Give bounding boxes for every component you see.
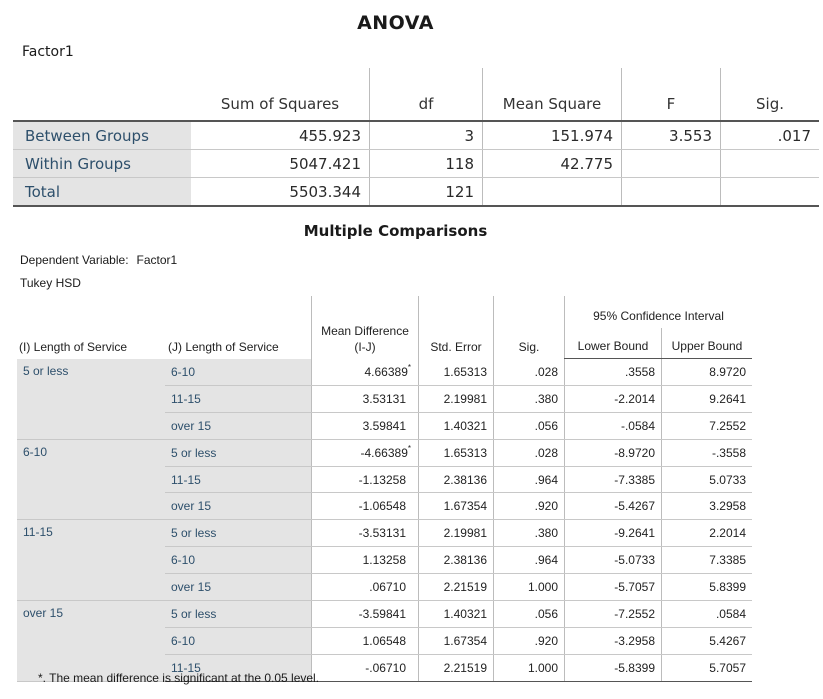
mc-cell-std-error: 1.40321: [419, 601, 494, 628]
mc-cell-upper: 5.0733: [662, 466, 753, 493]
mc-cell-mean-diff: [312, 439, 419, 466]
anova-cell-ms: 151.974: [483, 121, 622, 150]
anova-cell-df: 121: [370, 178, 483, 207]
anova-row-label: Within Groups: [13, 150, 191, 178]
mc-cell-mean-diff: [312, 654, 419, 681]
table-row: [17, 439, 752, 466]
mc-cell-upper: 5.7057: [662, 654, 753, 681]
anova-cell-f: [622, 178, 721, 207]
mc-header-upper: Upper Bound: [662, 328, 753, 359]
mc-mean-diff-value: 4.66389: [364, 364, 408, 379]
mc-cell-std-error: 2.21519: [419, 574, 494, 601]
mc-cell-j: 5 or less: [165, 520, 312, 547]
mc-mean-diff-value: 1.13258: [362, 553, 406, 568]
mc-cell-sig: .028: [494, 439, 565, 466]
mc-cell-lower: -9.2641: [565, 520, 662, 547]
mc-cell-mean-diff: [312, 547, 419, 574]
mc-cell-std-error: 1.40321: [419, 412, 494, 439]
anova-row-label: Between Groups: [13, 121, 191, 150]
mc-cell-sig: .920: [494, 627, 565, 654]
mc-cell-upper: 5.8399: [662, 574, 753, 601]
mc-cell-mean-diff: [312, 412, 419, 439]
mc-cell-lower: -7.2552: [565, 601, 662, 628]
mc-header-ci: 95% Confidence Interval: [565, 296, 753, 328]
mc-mean-diff-value: -3.59841: [358, 606, 406, 621]
anova-cell-sig: [721, 178, 820, 207]
anova-header-ss: Sum of Squares: [191, 68, 370, 121]
anova-header-row: [13, 68, 819, 121]
mc-cell-mean-diff: [312, 493, 419, 520]
anova-row: [13, 121, 819, 150]
anova-table: [13, 68, 819, 207]
mc-cell-upper: 3.2958: [662, 493, 753, 520]
mc-cell-sig: .380: [494, 385, 565, 412]
mc-cell-j: 6-10: [165, 359, 312, 386]
mc-cell-j: 5 or less: [165, 601, 312, 628]
mc-header-j: (J) Length of Service: [168, 339, 279, 354]
anova-header-df: df: [370, 68, 483, 121]
mc-cell-sig: .056: [494, 412, 565, 439]
anova-cell-df: 118: [370, 150, 483, 178]
mc-cell-std-error: 1.67354: [419, 627, 494, 654]
mc-cell-mean-diff: [312, 574, 419, 601]
anova-cell-ss: 455.923: [191, 121, 370, 150]
mc-cell-std-error: 2.21519: [419, 654, 494, 681]
anova-cell-f: 3.553: [622, 121, 721, 150]
mc-cell-j: 11-15: [165, 385, 312, 412]
mc-cell-sig: 1.000: [494, 574, 565, 601]
table-row: [17, 520, 752, 547]
mc-cell-lower: -7.3385: [565, 466, 662, 493]
mc-cell-lower: -3.2958: [565, 627, 662, 654]
significance-marker: *: [407, 443, 411, 453]
mc-cell-lower: -5.0733: [565, 547, 662, 574]
mc-cell-upper: 7.3385: [662, 547, 753, 574]
mc-group-label: 6-10: [17, 439, 165, 520]
mc-cell-j: 6-10: [165, 627, 312, 654]
mc-cell-sig: .380: [494, 520, 565, 547]
mc-cell-mean-diff: [312, 466, 419, 493]
mc-cell-lower: -5.8399: [565, 654, 662, 681]
mc-cell-j: 11-15: [165, 466, 312, 493]
mc-cell-lower: -.0584: [565, 412, 662, 439]
mc-cell-mean-diff: [312, 385, 419, 412]
anova-cell-df: 3: [370, 121, 483, 150]
mc-cell-mean-diff: [312, 359, 419, 386]
mc-group-label: 11-15: [17, 520, 165, 601]
mc-cell-sig: 1.000: [494, 654, 565, 681]
mc-mean-diff-value: 1.06548: [362, 633, 406, 648]
mc-header-std-error: Std. Error: [419, 296, 494, 359]
mc-cell-upper: -.3558: [662, 439, 753, 466]
anova-header-ms: Mean Square: [483, 68, 622, 121]
mc-mean-diff-value: -3.53131: [358, 526, 406, 541]
mc-method: Tukey HSD: [20, 276, 81, 290]
mc-header-lower: Lower Bound: [565, 328, 662, 359]
mc-group-label: over 15: [17, 601, 165, 682]
anova-row-label: Total: [13, 178, 191, 207]
mc-cell-upper: 2.2014: [662, 520, 753, 547]
mc-cell-upper: 7.2552: [662, 412, 753, 439]
mc-mean-diff-value: 3.53131: [362, 391, 406, 406]
mc-mean-diff-value: -.06710: [365, 660, 406, 675]
mc-header-sig: Sig.: [494, 296, 565, 359]
mc-mean-diff-value: .06710: [369, 580, 406, 595]
anova-cell-sig: .017: [721, 121, 820, 150]
mc-cell-std-error: 2.19981: [419, 520, 494, 547]
multiple-comparisons-table: [17, 296, 752, 682]
anova-title: ANOVA: [357, 12, 434, 34]
multiple-comparisons-title: Multiple Comparisons: [303, 222, 488, 240]
anova-cell-ss: 5047.421: [191, 150, 370, 178]
mc-cell-lower: -5.4267: [565, 493, 662, 520]
mc-cell-upper: .0584: [662, 601, 753, 628]
mc-mean-diff-value: -4.66389: [360, 445, 408, 460]
mc-group-label: 5 or less: [17, 359, 165, 440]
table-row: [17, 359, 752, 386]
mc-cell-std-error: 1.65313: [419, 359, 494, 386]
anova-header-sig: Sig.: [721, 68, 820, 121]
mc-cell-j: 5 or less: [165, 439, 312, 466]
mc-cell-sig: .920: [494, 493, 565, 520]
mc-cell-upper: 5.4267: [662, 627, 753, 654]
mc-header-row-1: [17, 296, 752, 328]
mc-header-mean-diff: Mean Difference (I-J): [312, 296, 419, 359]
mc-cell-j: over 15: [165, 493, 312, 520]
mc-cell-sig: .056: [494, 601, 565, 628]
mc-cell-mean-diff: [312, 627, 419, 654]
mc-cell-sig: .964: [494, 547, 565, 574]
anova-dependent-variable: Factor1: [22, 44, 74, 60]
anova-cell-ms: 42.775: [483, 150, 622, 178]
mc-cell-j: over 15: [165, 412, 312, 439]
mc-cell-upper: 9.2641: [662, 385, 753, 412]
significance-marker: *: [407, 362, 411, 372]
footnote: *. The mean difference is significant at the 0.05 level.: [38, 671, 320, 685]
mc-cell-sig: .028: [494, 359, 565, 386]
mc-cell-lower: -8.9720: [565, 439, 662, 466]
anova-header-f: F: [622, 68, 721, 121]
mc-mean-diff-value: -1.06548: [358, 499, 406, 514]
mc-cell-std-error: 1.65313: [419, 439, 494, 466]
table-row: [17, 601, 752, 628]
mc-dependent-variable: [20, 253, 177, 267]
mc-cell-mean-diff: [312, 601, 419, 628]
anova-cell-f: [622, 150, 721, 178]
mc-cell-j: 11-15: [165, 654, 312, 681]
anova-cell-sig: [721, 150, 820, 178]
mc-cell-sig: .964: [494, 466, 565, 493]
mc-cell-lower: .3558: [565, 359, 662, 386]
mc-cell-lower: -2.2014: [565, 385, 662, 412]
mc-mean-diff-value: -1.13258: [358, 472, 406, 487]
mc-header-i: (I) Length of Service: [19, 339, 128, 354]
mc-cell-upper: 8.9720: [662, 359, 753, 386]
mc-mean-diff-value: 3.59841: [362, 418, 406, 433]
mc-cell-mean-diff: [312, 520, 419, 547]
mc-cell-std-error: 2.19981: [419, 385, 494, 412]
mc-dependent-value: Factor1: [136, 253, 178, 267]
anova-cell-ss: 5503.344: [191, 178, 370, 207]
mc-cell-std-error: 2.38136: [419, 547, 494, 574]
mc-cell-std-error: 1.67354: [419, 493, 494, 520]
mc-cell-j: 6-10: [165, 547, 312, 574]
mc-cell-j: over 15: [165, 574, 312, 601]
mc-cell-lower: -5.7057: [565, 574, 662, 601]
anova-cell-ms: [483, 178, 622, 207]
mc-cell-std-error: 2.38136: [419, 466, 494, 493]
mc-dependent-label: Dependent Variable:: [20, 253, 129, 267]
anova-row: [13, 150, 819, 178]
anova-header-blank: [13, 68, 191, 121]
anova-row: [13, 178, 819, 207]
